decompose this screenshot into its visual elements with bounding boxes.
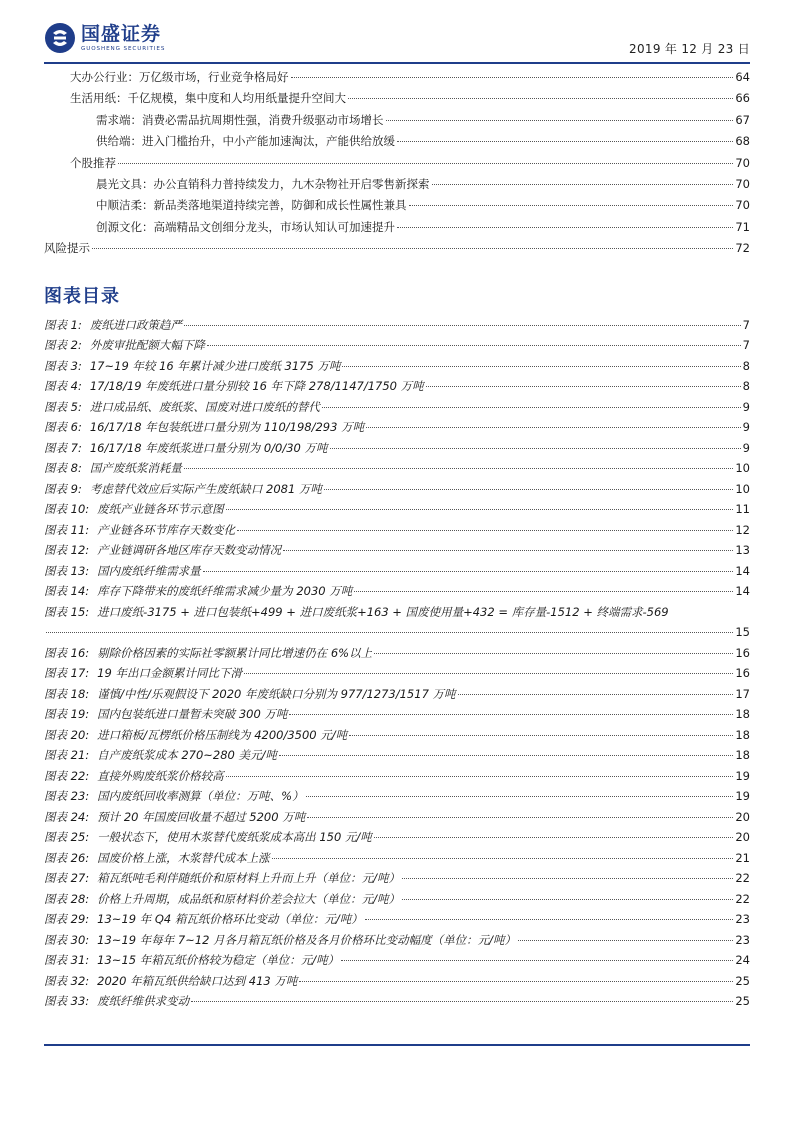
figure-page: 21 — [735, 850, 750, 865]
figure-caption: 废纸产业链各环节示意图 — [97, 502, 224, 516]
toc-entry-title: 需求端：消费必需品抗周期性强，消费升级驱动市场增长 — [96, 112, 384, 127]
dot-leader — [289, 714, 733, 715]
dot-leader — [402, 899, 733, 900]
figure-caption: 国产废纸浆消耗量 — [89, 461, 182, 475]
figure-entry[interactable] — [44, 438, 750, 459]
figure-label: 图表 12: — [44, 543, 90, 557]
figure-page: 10 — [735, 481, 750, 496]
figure-caption: 自产废纸浆成本 270~280 美元/吨 — [97, 748, 277, 762]
figure-entry[interactable] — [44, 786, 750, 807]
figure-entry[interactable] — [44, 417, 750, 438]
toc-entry[interactable] — [44, 67, 750, 88]
figure-caption: 进口箱板/瓦楞纸价格压制线为 4200/3500 元/吨 — [97, 727, 348, 742]
toc-entry-page: 70 — [735, 176, 750, 191]
figure-label: 图表 9: — [44, 481, 82, 496]
header-divider — [44, 62, 750, 64]
report-date: 2019 年 12 月 23 日 — [629, 42, 750, 56]
dot-leader — [342, 366, 740, 367]
figure-entry[interactable] — [44, 827, 750, 848]
toc-entry-title: 大办公行业：万亿级市场，行业竞争格局好 — [70, 70, 289, 84]
figure-caption: 16/17/18 年包装纸进口量分别为 110/198/293 万吨 — [89, 420, 365, 434]
dot-leader — [46, 632, 733, 633]
figure-caption: 废纸进口政策趋严 — [89, 317, 182, 332]
toc-entry-title: 晨光文具：办公直销科力普持续发力，九木杂物社开启零售新探索 — [96, 176, 430, 191]
figure-label: 图表 24: — [44, 809, 90, 824]
figure-page: 24 — [735, 953, 750, 967]
figure-caption: 13~19 年 Q4 箱瓦纸价格环比变动（单位：元/吨） — [97, 912, 363, 926]
figure-page: 18 — [735, 748, 750, 762]
figure-caption: 库存下降带来的废纸纤维需求减少量为 2030 万吨 — [97, 584, 353, 598]
figure-entry[interactable] — [44, 868, 750, 889]
figure-label: 图表 19: — [44, 707, 90, 721]
figure-entry[interactable] — [44, 889, 750, 910]
toc-entry[interactable] — [44, 88, 750, 109]
figure-caption: 价格上升周期，成品纸和原材料价差会拉大（单位：元/吨） — [97, 891, 401, 906]
figure-label: 图表 27: — [44, 871, 90, 885]
figure-label: 图表 26: — [44, 850, 90, 865]
dot-leader — [341, 960, 733, 961]
figure-label: 图表 29: — [44, 912, 90, 926]
toc-entry-title: 生活用纸：千亿规模，集中度和人均用纸量提升空间大 — [70, 91, 346, 106]
toc-entry[interactable] — [44, 110, 750, 131]
figure-caption: 箱瓦纸吨毛利伴随纸价和原材料上升而上升（单位：元/吨） — [97, 871, 401, 885]
dot-leader — [330, 448, 741, 449]
figure-entry-continuation[interactable] — [44, 622, 750, 643]
toc-entry-page: 70 — [735, 198, 750, 213]
page-header — [44, 22, 750, 64]
figure-caption: 进口废纸-3175 + 进口包装纸+499 + 进口废纸浆+163 + 国废使用量+432 = 库存量-1512 + 终端需求-569 — [97, 604, 669, 619]
figure-label: 图表 17: — [44, 666, 90, 680]
figure-entry[interactable] — [44, 335, 750, 356]
toc-entry-page: 70 — [735, 155, 750, 170]
figure-entry[interactable] — [44, 704, 750, 725]
figure-entry[interactable] — [44, 376, 750, 397]
dot-leader — [237, 530, 733, 531]
figure-entry[interactable] — [44, 909, 750, 930]
figure-entry[interactable] — [44, 520, 750, 541]
dot-leader — [409, 205, 734, 206]
figure-label: 图表 20: — [44, 727, 90, 742]
logo-subtext: GUOSHENG SECURITIES — [81, 46, 166, 52]
figure-caption: 产业链各环节库存天数变化 — [97, 522, 236, 537]
figure-page: 9 — [742, 440, 750, 455]
figures-heading: 图表目录 — [44, 286, 120, 307]
figure-page: 18 — [735, 727, 750, 742]
figure-caption: 一般状态下，使用木浆替代废纸浆成本高出 150 元/吨 — [97, 830, 372, 844]
figure-caption: 外废审批配额大幅下降 — [89, 338, 205, 352]
dot-leader — [184, 468, 734, 469]
figure-label: 图表 11: — [44, 522, 90, 537]
figure-caption: 国废价格上涨，木浆替代成本上涨 — [97, 850, 270, 865]
figure-entry[interactable] — [44, 725, 750, 746]
figure-label: 图表 31: — [44, 953, 90, 967]
toc-entry-page: 72 — [735, 241, 750, 256]
figure-caption: 进口成品纸、废纸浆、国废对进口废纸的替代 — [89, 399, 320, 414]
figure-entry[interactable] — [44, 971, 750, 992]
toc-entry-title: 供给端：进入门槛抬升，中小产能加速淘汰，产能供给放缓 — [96, 134, 395, 149]
dot-leader — [426, 386, 741, 387]
toc-entry-title: 中顺洁柔：新品类落地渠道持续完善，防御和成长性属性兼具 — [96, 198, 407, 213]
toc-entry-page: 68 — [735, 134, 750, 149]
figure-caption: 谨慎/中性/乐观假设下 2020 年废纸缺口分别为 977/1273/1517 万吨 — [97, 686, 456, 701]
figure-label: 图表 25: — [44, 830, 90, 844]
figure-page: 14 — [735, 563, 750, 578]
figure-label: 图表 2: — [44, 338, 82, 352]
figure-label: 图表 3: — [44, 358, 82, 373]
figure-caption: 17/18/19 年废纸进口量分别较 16 年下降 278/1147/1750 万吨 — [89, 379, 424, 393]
figure-caption: 考虑替代效应后实际产生废纸缺口 2081 万吨 — [89, 481, 322, 496]
company-logo — [44, 22, 165, 54]
figure-entry[interactable] — [44, 602, 750, 623]
dot-leader — [458, 694, 734, 695]
figure-page: 16 — [735, 666, 750, 680]
figure-entry[interactable] — [44, 950, 750, 971]
figure-entry[interactable] — [44, 991, 750, 1012]
toc-entry[interactable] — [44, 217, 750, 238]
toc-entry-page: 66 — [735, 91, 750, 106]
logo-name: 国盛证券 — [81, 23, 162, 45]
figure-page: 25 — [735, 973, 750, 988]
figure-label: 图表 1: — [44, 317, 82, 332]
dot-leader — [397, 141, 733, 142]
figure-page: 18 — [735, 707, 750, 721]
figure-caption: 国内废纸回收率测算（单位：万吨、%） — [97, 789, 304, 803]
dot-leader — [348, 98, 733, 99]
figure-caption: 废纸纤维供求变动 — [97, 994, 190, 1008]
figure-page: 20 — [735, 830, 750, 844]
dot-leader — [244, 673, 733, 674]
figure-page: 12 — [735, 522, 750, 537]
figure-page: 23 — [735, 932, 750, 947]
figure-caption: 产业链调研各地区库存天数变动情况 — [97, 543, 282, 557]
figure-page: 25 — [735, 994, 750, 1008]
toc-entry-title: 创源文化：高端精品文创细分龙头，市场认知认可加速提升 — [96, 219, 395, 234]
dot-leader — [279, 755, 733, 756]
figure-label: 图表 4: — [44, 379, 82, 393]
toc-entry-page: 67 — [735, 112, 750, 127]
figure-entry[interactable] — [44, 458, 750, 479]
toc-entry-page: 71 — [735, 219, 750, 234]
figure-caption: 国内废纸纤维需求量 — [97, 563, 201, 578]
dot-leader — [386, 120, 734, 121]
dot-leader — [92, 248, 733, 249]
dot-leader — [432, 184, 734, 185]
figure-entry[interactable] — [44, 356, 750, 377]
figure-caption: 剔除价格因素的实际社零额累计同比增速仍在 6%以上 — [97, 645, 373, 660]
figure-page: 8 — [742, 379, 750, 393]
figure-caption: 预计 20 年国废回收量不超过 5200 万吨 — [97, 809, 306, 824]
dot-leader — [322, 407, 741, 408]
figure-page: 15 — [735, 625, 750, 639]
toc-entry[interactable] — [44, 131, 750, 152]
figure-page: 7 — [742, 317, 750, 332]
footer-divider — [44, 1044, 750, 1046]
figure-entry[interactable] — [44, 684, 750, 705]
dot-leader — [226, 509, 734, 510]
figure-label: 图表 23: — [44, 789, 90, 803]
figure-caption: 16/17/18 年废纸浆进口量分别为 0/0/30 万吨 — [89, 440, 328, 455]
toc-entry[interactable] — [44, 174, 750, 195]
figure-entry[interactable] — [44, 479, 750, 500]
figure-entry[interactable] — [44, 540, 750, 561]
figure-entry[interactable] — [44, 807, 750, 828]
figure-label: 图表 14: — [44, 584, 90, 598]
figure-label: 图表 28: — [44, 891, 90, 906]
dot-leader — [402, 878, 733, 879]
dot-leader — [306, 796, 734, 797]
dot-leader — [203, 571, 734, 572]
figure-entry[interactable] — [44, 643, 750, 664]
figure-label: 图表 16: — [44, 645, 90, 660]
logo-icon — [44, 22, 76, 54]
figure-page: 22 — [735, 891, 750, 906]
dot-leader — [518, 940, 733, 941]
figure-page: 11 — [735, 502, 750, 516]
toc-entry-title: 风险提示 — [44, 241, 90, 256]
figure-caption: 19 年出口金额累计同比下滑 — [97, 666, 242, 680]
figure-caption: 13~15 年箱瓦纸价格较为稳定（单位：元/吨） — [97, 953, 340, 967]
dot-leader — [354, 591, 733, 592]
figure-page: 16 — [735, 645, 750, 660]
figure-page: 7 — [742, 338, 750, 352]
dot-leader — [374, 837, 734, 838]
figure-label: 图表 7: — [44, 440, 82, 455]
figure-entry[interactable] — [44, 848, 750, 869]
dot-leader — [207, 345, 741, 346]
figure-entry[interactable] — [44, 745, 750, 766]
dot-leader — [324, 489, 733, 490]
figure-label: 图表 22: — [44, 768, 90, 783]
toc-entry[interactable] — [44, 195, 750, 216]
figure-caption: 17~19 年较 16 年累计减少进口废纸 3175 万吨 — [89, 358, 341, 373]
figure-entry[interactable] — [44, 315, 750, 336]
figure-caption: 直接外购废纸浆价格较高 — [97, 768, 224, 783]
table-of-contents — [44, 67, 750, 260]
figure-label: 图表 8: — [44, 461, 82, 475]
figure-list — [44, 315, 750, 1012]
dot-leader — [349, 735, 733, 736]
figure-page: 23 — [735, 912, 750, 926]
figure-entry[interactable] — [44, 766, 750, 787]
figure-entry[interactable] — [44, 663, 750, 684]
figure-page: 9 — [742, 399, 750, 414]
toc-entry-page: 64 — [735, 70, 750, 84]
dot-leader — [291, 77, 734, 78]
dot-leader — [272, 858, 734, 859]
figure-caption: 国内包装纸进口量暂未突破 300 万吨 — [97, 707, 288, 721]
dot-leader — [226, 776, 734, 777]
figure-label: 图表 5: — [44, 399, 82, 414]
figure-page: 20 — [735, 809, 750, 824]
figure-page: 8 — [742, 358, 750, 373]
toc-entry[interactable] — [44, 153, 750, 174]
figure-entry[interactable] — [44, 397, 750, 418]
toc-entry-title: 个股推荐 — [70, 155, 116, 170]
dot-leader — [366, 427, 741, 428]
figure-page: 9 — [742, 420, 750, 434]
figure-page: 17 — [735, 686, 750, 701]
figure-page: 13 — [735, 543, 750, 557]
figure-label: 图表 32: — [44, 973, 90, 988]
figure-label: 图表 33: — [44, 994, 90, 1008]
figure-page: 14 — [735, 584, 750, 598]
dot-leader — [307, 817, 733, 818]
figure-page: 10 — [735, 461, 750, 475]
dot-leader — [283, 550, 733, 551]
figure-label: 图表 30: — [44, 932, 90, 947]
dot-leader — [184, 325, 741, 326]
figure-caption: 13~19 年每年 7~12 月各月箱瓦纸价格及各月价格环比变动幅度（单位：元/吨） — [97, 932, 516, 947]
dot-leader — [118, 163, 733, 164]
figure-label: 图表 13: — [44, 563, 90, 578]
figure-entry[interactable] — [44, 561, 750, 582]
figure-caption: 2020 年箱瓦纸供给缺口达到 413 万吨 — [97, 973, 298, 988]
dot-leader — [365, 919, 734, 920]
figure-label: 图表 10: — [44, 502, 90, 516]
dot-leader — [299, 981, 733, 982]
figure-label: 图表 21: — [44, 748, 90, 762]
dot-leader — [374, 653, 733, 654]
figure-entry[interactable] — [44, 499, 750, 520]
figure-label: 图表 15: — [44, 604, 90, 619]
figure-label: 图表 18: — [44, 686, 90, 701]
dot-leader — [397, 227, 733, 228]
figure-entry[interactable] — [44, 581, 750, 602]
figure-page: 19 — [735, 768, 750, 783]
figure-entry[interactable] — [44, 930, 750, 951]
figure-label: 图表 6: — [44, 420, 82, 434]
dot-leader — [191, 1001, 733, 1002]
figure-page: 19 — [735, 789, 750, 803]
figure-page: 22 — [735, 871, 750, 885]
toc-entry[interactable] — [44, 238, 750, 259]
